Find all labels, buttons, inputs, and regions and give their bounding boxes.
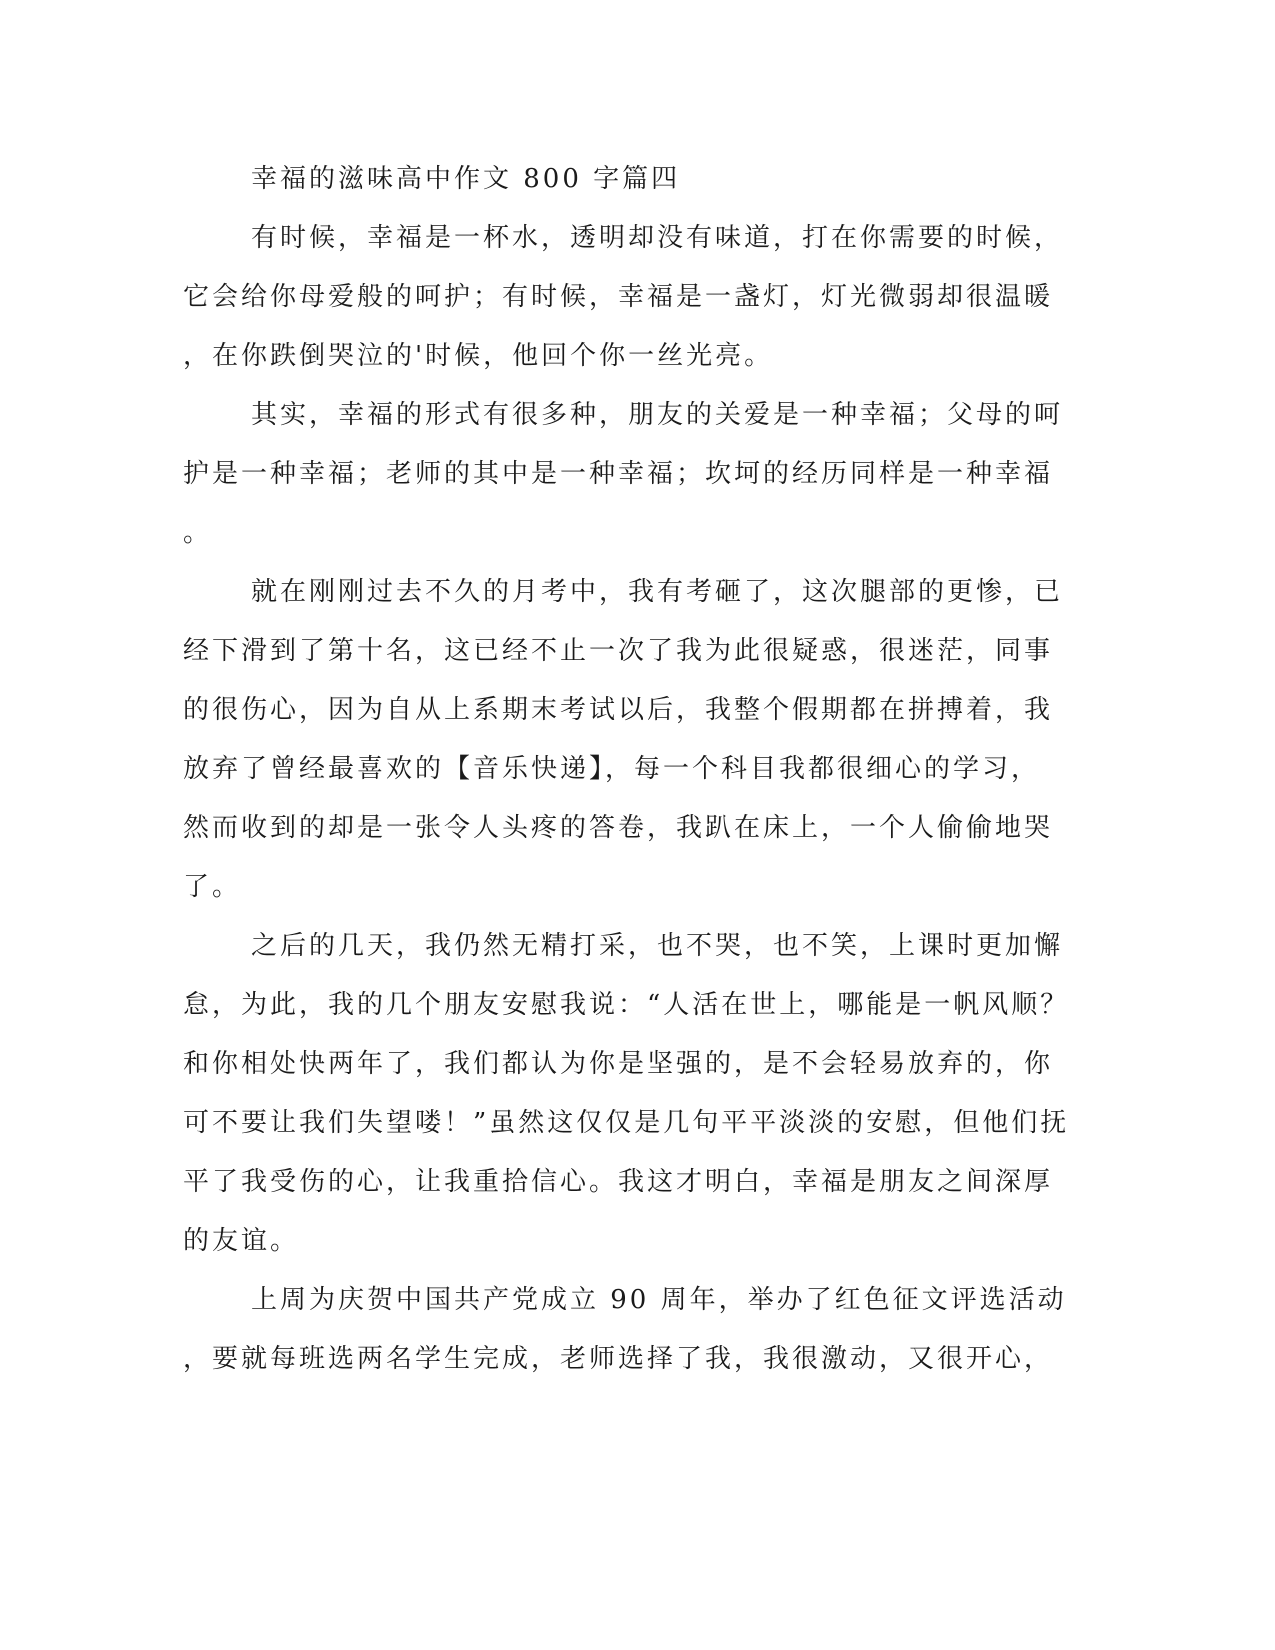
paragraph-line: 之后的几天，我仍然无精打采，也不哭，也不笑，上课时更加懈 xyxy=(251,931,1064,961)
paragraph xyxy=(183,917,1070,1271)
paragraph-line: 就在刚刚过去不久的月考中，我有考砸了，这次腿部的更惨，已 xyxy=(251,577,1064,607)
paragraph-line: 平了我受伤的心，让我重拾信心。我这才明白，幸福是朋友之间深厚 xyxy=(183,1167,1054,1197)
paragraph-line: 的友谊。 xyxy=(183,1226,300,1256)
paragraph-line: 可不要让我们失望喽！”虽然这仅仅是几句平平淡淡的安慰，但他们抚 xyxy=(183,1108,1070,1138)
paragraph-line: 了。 xyxy=(183,872,242,902)
paragraph-line: 有时候，幸福是一杯水，透明却没有味道，打在你需要的时候， xyxy=(251,223,1064,253)
paragraph-line: 其实，幸福的形式有很多种，朋友的关爱是一种幸福；父母的呵 xyxy=(251,400,1064,430)
paragraph-line: 。 xyxy=(183,518,213,548)
paragraph-line: ，在你跌倒哭泣的'时候，他回个你一丝光亮。 xyxy=(183,341,774,371)
paragraph-line: ，要就每班选两名学生完成，老师选择了我，我很激动，又很开心， xyxy=(183,1344,1054,1374)
paragraph xyxy=(183,386,1064,563)
paragraph-line: 放弃了曾经最喜欢的【音乐快递】，每一个科目我都很细心的学习， xyxy=(183,754,1041,784)
paragraph-list xyxy=(183,209,1070,1389)
document-title: 幸福的滋味高中作文 800 字篇四 xyxy=(251,164,681,194)
paragraph xyxy=(183,1271,1067,1389)
paragraph-line: 怠，为此，我的几个朋友安慰我说：“人活在世上，哪能是一帆风顺？ xyxy=(183,990,1070,1020)
paragraph-line: 它会给你母爱般的呵护；有时候，幸福是一盏灯，灯光微弱却很温暖 xyxy=(183,282,1054,312)
paragraph-line: 然而收到的却是一张令人头疼的答卷，我趴在床上，一个人偷偷地哭 xyxy=(183,813,1054,843)
paragraph xyxy=(183,563,1064,917)
paragraph-line: 和你相处快两年了，我们都认为你是坚强的，是不会轻易放弃的，你 xyxy=(183,1049,1054,1079)
document-body xyxy=(183,150,1070,1389)
paragraph-line: 护是一种幸福；老师的其中是一种幸福；坎坷的经历同样是一种幸福 xyxy=(183,459,1054,489)
paragraph xyxy=(183,209,1064,386)
paragraph-line: 上周为庆贺中国共产党成立 90 周年，举办了红色征文评选活动 xyxy=(251,1285,1067,1315)
paragraph-line: 经下滑到了第十名，这已经不止一次了我为此很疑惑，很迷茫，同事 xyxy=(183,636,1054,666)
paragraph-line: 的很伤心，因为自从上系期末考试以后，我整个假期都在拼搏着，我 xyxy=(183,695,1054,725)
